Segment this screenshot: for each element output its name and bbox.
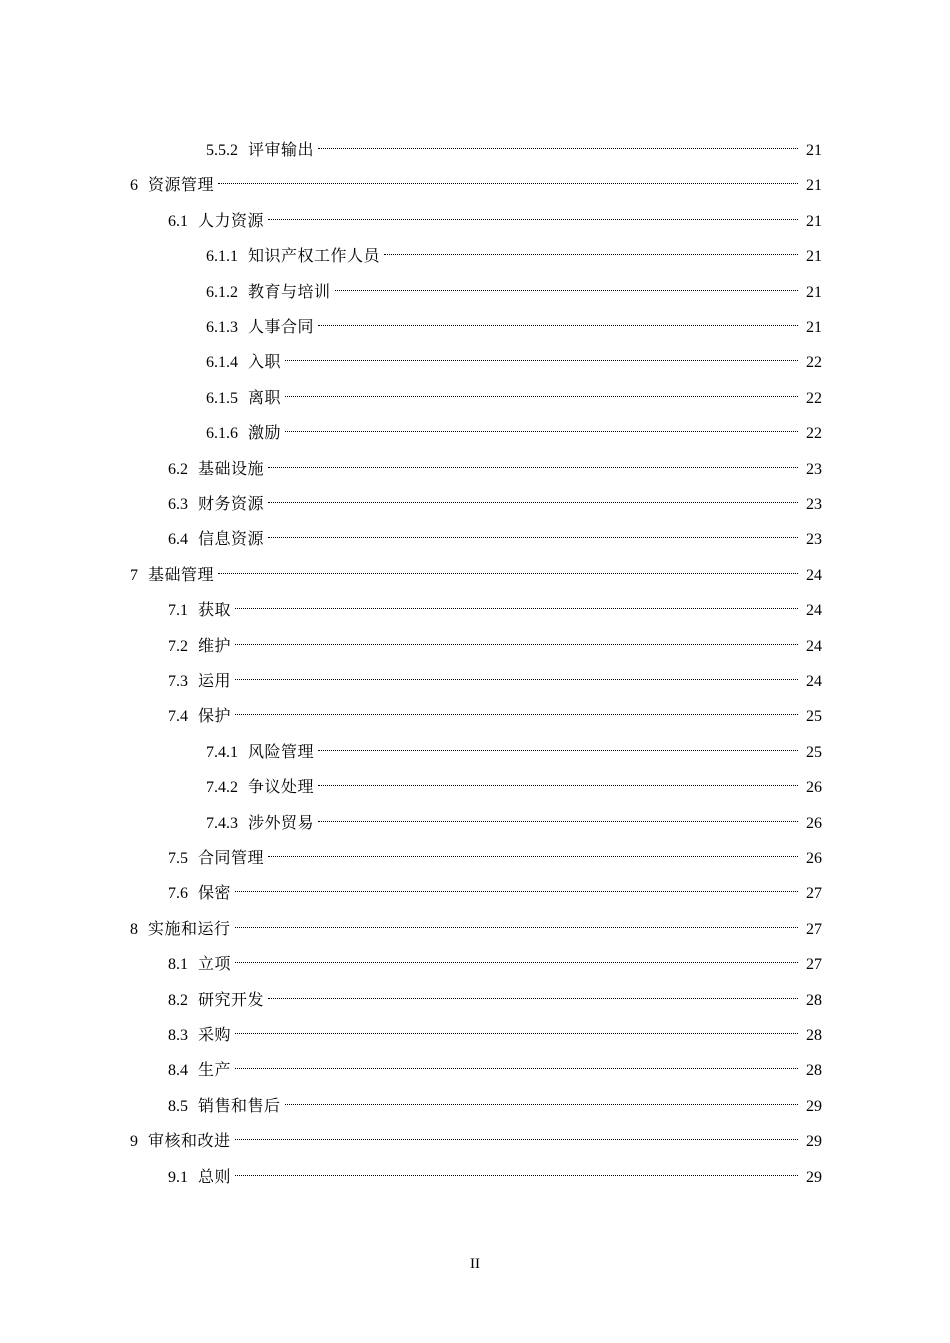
toc-dot-leader — [235, 945, 798, 969]
toc-dot-leader — [318, 308, 798, 332]
toc-entry-page: 24 — [806, 637, 822, 655]
toc-entry[interactable] — [168, 945, 822, 974]
toc-entry[interactable] — [168, 520, 822, 549]
toc-dot-leader — [268, 981, 798, 1005]
toc-entry-title: 维护 — [198, 635, 232, 655]
toc-dot-leader — [268, 485, 798, 509]
toc-entry[interactable] — [206, 131, 822, 159]
toc-entry-page: 27 — [806, 956, 822, 974]
toc-entry-page: 24 — [806, 602, 822, 620]
toc-dot-leader — [235, 697, 798, 721]
toc-dot-leader — [235, 910, 798, 934]
toc-entry-title: 评审输出 — [248, 140, 315, 159]
toc-entry-title: 教育与培训 — [248, 281, 331, 301]
toc-entry-title: 人事合同 — [248, 317, 315, 336]
toc-entry-title: 合同管理 — [198, 848, 265, 867]
toc-entry-title: 立项 — [198, 954, 232, 974]
toc-entry[interactable] — [130, 166, 822, 195]
toc-dot-leader — [318, 768, 798, 792]
toc-entry-number: 6.1.6 — [206, 425, 238, 443]
toc-entry[interactable] — [168, 874, 822, 903]
toc-entry-number: 8.5 — [168, 1097, 188, 1115]
toc-entry-title: 保护 — [198, 706, 232, 726]
toc-entry-number: 7.5 — [168, 850, 188, 867]
toc-entry[interactable] — [206, 768, 822, 797]
toc-dot-leader — [235, 1158, 798, 1182]
toc-entry-number: 7 — [130, 566, 138, 584]
toc-dot-leader — [285, 414, 798, 438]
toc-entry[interactable] — [206, 308, 822, 336]
toc-entry-number: 7.1 — [168, 602, 188, 620]
toc-entry-number: 7.4.1 — [206, 743, 238, 761]
toc-entry-page: 29 — [806, 1097, 822, 1115]
toc-entry-title: 风险管理 — [248, 741, 315, 761]
toc-dot-leader — [285, 343, 798, 367]
toc-entry[interactable] — [168, 450, 822, 478]
toc-entry-page: 22 — [806, 354, 822, 372]
page-number: II — [470, 1256, 480, 1272]
toc-entry-title: 基础管理 — [148, 564, 215, 584]
toc-entry-title: 入职 — [248, 352, 282, 372]
toc-entry-number: 6.3 — [168, 496, 188, 513]
toc-dot-leader — [218, 556, 798, 580]
toc-entry-page: 29 — [806, 1133, 822, 1151]
toc-dot-leader — [384, 237, 798, 261]
toc-entry-page: 21 — [806, 177, 822, 195]
toc-entry-number: 7.6 — [168, 885, 188, 903]
toc-entry-number: 8.4 — [168, 1062, 188, 1080]
toc-entry-number: 8.3 — [168, 1027, 188, 1044]
toc-entry-number: 6.1.5 — [206, 389, 238, 407]
toc-dot-leader — [268, 202, 798, 226]
toc-entry-page: 22 — [806, 425, 822, 443]
toc-entry-title: 运用 — [198, 671, 232, 690]
toc-entry[interactable] — [168, 627, 822, 655]
toc-dot-leader — [268, 520, 798, 544]
toc-entry-page: 23 — [806, 531, 822, 549]
toc-entry-number: 6.1.1 — [206, 248, 238, 266]
toc-entry-title: 销售和售后 — [198, 1095, 281, 1115]
toc-entry[interactable] — [206, 804, 822, 832]
toc-entry[interactable] — [168, 202, 822, 230]
toc-entry-page: 26 — [806, 850, 822, 867]
toc-entry-number: 7.4.3 — [206, 814, 238, 832]
toc-entry-number: 6.4 — [168, 531, 188, 549]
toc-entry-page: 27 — [806, 920, 822, 938]
toc-dot-leader — [235, 1051, 798, 1075]
toc-entry[interactable] — [130, 556, 822, 584]
toc-dot-leader — [218, 166, 798, 190]
toc-entry-page: 21 — [806, 142, 822, 159]
toc-dot-leader — [335, 273, 798, 297]
toc-entry-number: 6.1.3 — [206, 319, 238, 336]
toc-entry-page: 21 — [806, 248, 822, 266]
toc-entry-title: 激励 — [248, 423, 282, 443]
toc-entry[interactable] — [206, 237, 822, 266]
toc-entry-page: 21 — [806, 319, 822, 336]
toc-entry-page: 23 — [806, 496, 822, 513]
toc-entry[interactable] — [206, 733, 822, 761]
toc-dot-leader — [268, 450, 798, 474]
toc-entry-page: 28 — [806, 991, 822, 1009]
toc-entry-title: 获取 — [198, 600, 232, 620]
toc-entry[interactable] — [130, 910, 822, 938]
toc-entry-number: 7.2 — [168, 637, 188, 655]
toc-entry-number: 7.4 — [168, 708, 188, 726]
toc-entry-number: 6.1 — [168, 212, 188, 230]
toc-dot-leader — [285, 379, 798, 403]
toc-entry[interactable] — [168, 1016, 822, 1044]
toc-entry-title: 离职 — [248, 387, 282, 407]
toc-entry-number: 6.1.4 — [206, 354, 238, 372]
toc-entry[interactable] — [168, 1051, 822, 1080]
toc-entry-page: 25 — [806, 708, 822, 726]
toc-entry-page: 21 — [806, 212, 822, 230]
toc-entry[interactable] — [168, 485, 822, 513]
toc-dot-leader — [235, 1122, 798, 1146]
toc-dot-leader — [268, 839, 798, 863]
toc-entry-number: 7.3 — [168, 673, 188, 690]
toc-dot-leader — [235, 591, 798, 615]
toc-entry-title: 保密 — [198, 883, 232, 903]
toc-entry-number: 8.1 — [168, 956, 188, 974]
toc-dot-leader — [235, 874, 798, 898]
toc-entry-number: 5.5.2 — [206, 142, 238, 159]
toc-entry-title: 审核和改进 — [148, 1131, 231, 1151]
toc-entry-title: 人力资源 — [198, 210, 265, 230]
toc-entry-title: 采购 — [198, 1025, 232, 1044]
toc-dot-leader — [235, 1016, 798, 1040]
toc-entry-title: 财务资源 — [198, 494, 265, 513]
toc-entry-title: 涉外贸易 — [248, 812, 315, 832]
toc-entry[interactable] — [168, 1087, 822, 1115]
toc-entry[interactable] — [168, 591, 822, 620]
toc-entry[interactable] — [168, 981, 822, 1009]
toc-entry-page: 21 — [806, 283, 822, 301]
toc-entry-title: 总则 — [198, 1166, 232, 1186]
toc-entry[interactable] — [206, 379, 822, 407]
toc-dot-leader — [285, 1087, 798, 1111]
toc-entry-title: 实施和运行 — [148, 918, 231, 938]
toc-entry-number: 9.1 — [168, 1168, 188, 1186]
toc-dot-leader — [318, 131, 798, 155]
toc-dot-leader — [318, 733, 798, 757]
toc-entry-page: 22 — [806, 389, 822, 407]
toc-dot-leader — [318, 804, 798, 828]
toc-entry-number: 9 — [130, 1133, 138, 1151]
toc-entry-number: 7.4.2 — [206, 779, 238, 797]
toc-entry-number: 8 — [130, 920, 138, 938]
toc-entry-title: 知识产权工作人员 — [248, 246, 381, 266]
toc-entry-page: 29 — [806, 1168, 822, 1186]
toc-entry[interactable] — [168, 1158, 822, 1186]
toc-entry-number: 6.1.2 — [206, 283, 238, 301]
toc-entry-title: 基础设施 — [198, 458, 265, 478]
toc-entry[interactable] — [206, 273, 822, 301]
toc-entry[interactable] — [206, 414, 822, 443]
toc-entry-number: 6.2 — [168, 460, 188, 478]
toc-entry-page: 23 — [806, 460, 822, 478]
toc-entry-number: 8.2 — [168, 991, 188, 1009]
toc-entry-page: 24 — [806, 566, 822, 584]
toc-entry-title: 信息资源 — [198, 529, 265, 549]
toc-entry-page: 24 — [806, 673, 822, 690]
toc-entry-title: 生产 — [198, 1060, 232, 1080]
toc-entry-number: 6 — [130, 177, 138, 195]
toc-entry-page: 28 — [806, 1027, 822, 1044]
toc-entry-page: 26 — [806, 779, 822, 797]
toc-entry-title: 资源管理 — [148, 175, 215, 195]
toc-dot-leader — [235, 662, 798, 686]
toc-entry[interactable] — [168, 662, 822, 690]
toc-entry-title: 争议处理 — [248, 777, 315, 797]
toc-entry-page: 27 — [806, 885, 822, 903]
toc-entry[interactable] — [168, 697, 822, 726]
toc-entry-page: 28 — [806, 1062, 822, 1080]
toc-entry-page: 25 — [806, 743, 822, 761]
toc-entry[interactable] — [168, 839, 822, 867]
toc-entry-page: 26 — [806, 814, 822, 832]
toc-dot-leader — [235, 627, 798, 651]
toc-entry-title: 研究开发 — [198, 989, 265, 1009]
toc-entry[interactable] — [206, 343, 822, 372]
toc-entry[interactable] — [130, 1122, 822, 1151]
